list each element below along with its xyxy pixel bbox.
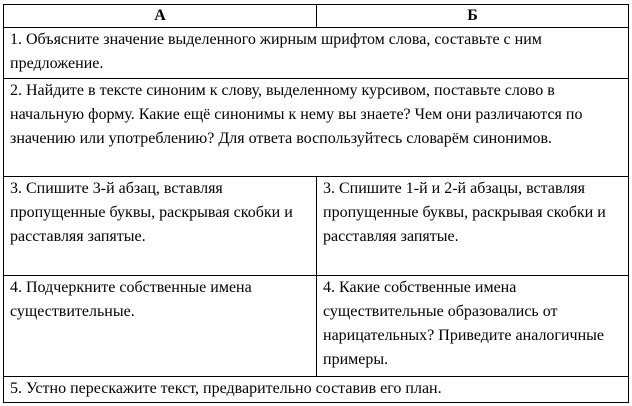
column-header-b: Б bbox=[317, 5, 629, 28]
table-row bbox=[4, 28, 629, 79]
task-5-text: 5. Устно перескажите текст, предварительно составив его план. bbox=[10, 380, 442, 397]
table-row bbox=[4, 276, 629, 377]
task-4b-cell bbox=[317, 276, 629, 377]
table-row bbox=[4, 377, 629, 403]
task-4a-text: 4. Подчеркните собственные имена существительные. bbox=[10, 279, 252, 320]
task-5-cell bbox=[4, 377, 629, 403]
task-3a-cell bbox=[4, 177, 317, 276]
header-row bbox=[4, 5, 629, 28]
task-3b-text: 3. Спишите 1-й и 2-й абзацы, вставляя пропущенные буквы, раскрывая скобки и расставляя запятые. bbox=[323, 180, 606, 245]
task-table bbox=[3, 4, 629, 403]
task-2-text: 2. Найдите в тексте синоним к слову, выделенному курсивом, поставьте слово в начальную форму. Какие ещё синонимы к нему вы знаете? Чем они различаются по значению или употреблению? Для ответа воспользуйтесь словарём синонимов. bbox=[10, 82, 583, 147]
task-4a-cell bbox=[4, 276, 317, 377]
task-3a-text: 3. Спишите 3-й абзац, вставляя пропущенные буквы, раскрывая скобки и расставляя запятые. bbox=[10, 180, 293, 245]
column-header-a: А bbox=[4, 5, 317, 28]
table-row bbox=[4, 79, 629, 177]
task-1-cell bbox=[4, 28, 629, 79]
task-3b-cell bbox=[317, 177, 629, 276]
task-4b-text: 4. Какие собственные имена существительные образовались от нарицательных? Приведите аналогичные примеры. bbox=[323, 279, 605, 368]
task-1-text: 1. Объясните значение выделенного жирным шрифтом слова, составьте с ним предложение. bbox=[10, 31, 542, 72]
table-row bbox=[4, 177, 629, 276]
task-2-cell bbox=[4, 79, 629, 177]
